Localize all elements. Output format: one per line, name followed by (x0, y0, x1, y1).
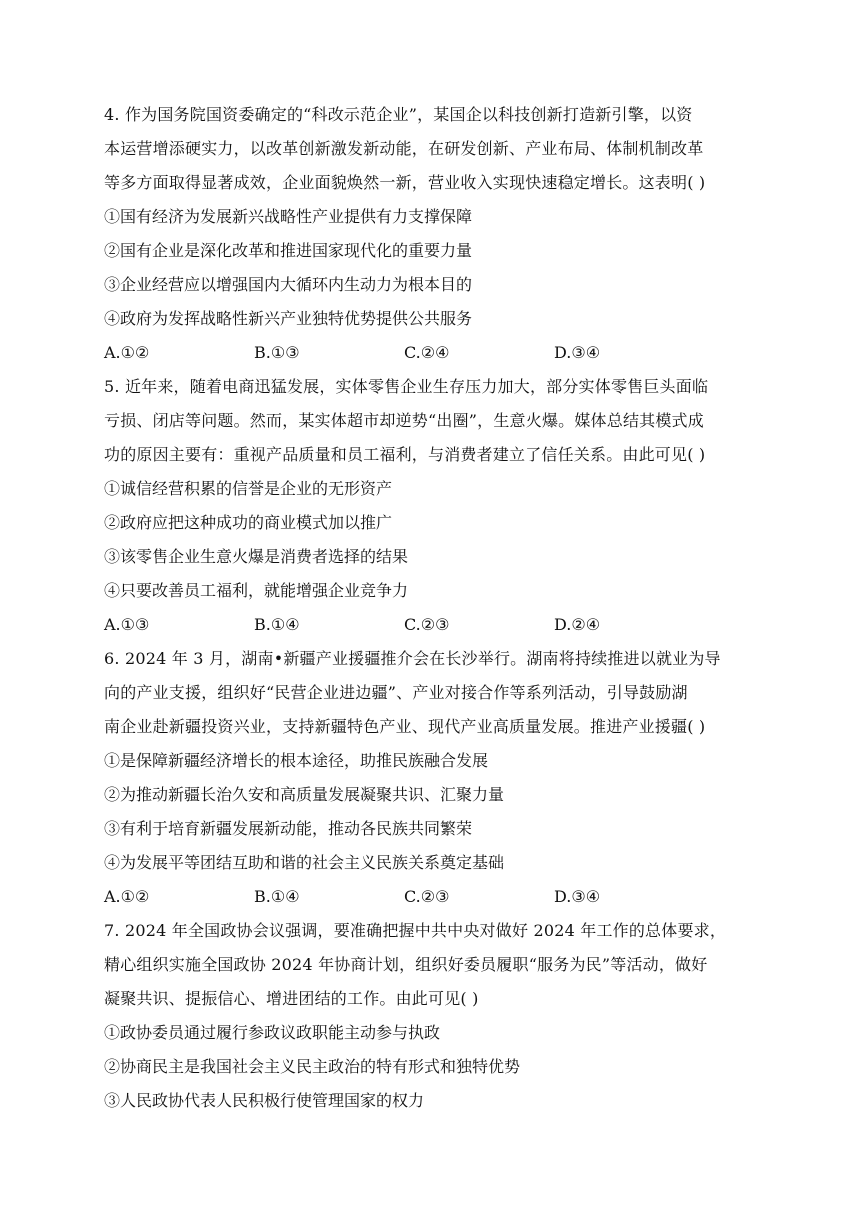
statement-item: ①政协委员通过履行参政议政职能主动参与执政 (104, 1023, 441, 1042)
question-stem-line: 等多方面取得显著成效，企业面貌焕然一新，营业收入实现快速稳定增长。这表明( ) (104, 173, 706, 192)
question-stem-line: 精心组织实施全国政协 2024 年协商计划，组织好委员履职“服务为民”等活动，做好 (104, 955, 708, 974)
question-stem-line: 功的原因主要有：重视产品质量和员工福利，与消费者建立了信任关系。由此可见( ) (104, 445, 706, 464)
answer-options (104, 336, 756, 370)
option-c: C.②③ (404, 615, 450, 634)
option-b: B.①③ (254, 343, 300, 362)
question-stem-line: 7. 2024 年全国政协会议强调，要准确把握中共中央对做好 2024 年工作的总体要求， (104, 921, 727, 940)
answer-options (104, 880, 756, 914)
statement-item: ④为发展平等团结互助和谐的社会主义民族关系奠定基础 (104, 853, 505, 872)
statement-item: ②协商民主是我国社会主义民主政治的特有形式和独特优势 (104, 1057, 521, 1076)
option-d: D.②④ (554, 615, 601, 634)
statement-item: ①是保障新疆经济增长的根本途径，助推民族融合发展 (104, 751, 489, 770)
statement-item: ②政府应把这种成功的商业模式加以推广 (104, 513, 393, 532)
statement-item: ③有利于培育新疆发展新动能，推动各民族共同繁荣 (104, 819, 473, 838)
option-d: D.③④ (554, 343, 601, 362)
statement-item: ④政府为发挥战略性新兴产业独特优势提供公共服务 (104, 309, 473, 328)
question-stem-line: 凝聚共识、提振信心、增进团结的工作。由此可见( ) (104, 989, 479, 1008)
option-b: B.①④ (254, 887, 300, 906)
question-7 (104, 914, 756, 1118)
question-stem-line: 5. 近年来，随着电商迅猛发展，实体零售企业生存压力加大，部分实体零售巨头面临 (104, 377, 709, 396)
answer-options (104, 608, 756, 642)
exam-page (104, 98, 756, 1118)
question-stem-line: 亏损、闭店等问题。然而，某实体超市却逆势“出圈”，生意火爆。媒体总结其模式成 (104, 411, 704, 430)
question-stem-line: 6. 2024 年 3 月，湖南•新疆产业援疆推介会在长沙举行。湖南将持续推进以就业为导 (104, 649, 721, 668)
question-stem-line: 4. 作为国务院国资委确定的“科改示范企业”，某国企以科技创新打造新引擎，以资 (104, 105, 693, 124)
option-c: C.②④ (404, 343, 450, 362)
statement-item: ③企业经营应以增强国内大循环内生动力为根本目的 (104, 275, 473, 294)
option-c: C.②③ (404, 887, 450, 906)
question-stem-line: 本运营增添硬实力，以改革创新激发新动能，在研发创新、产业布局、体制机制改革 (104, 139, 704, 158)
option-a: A.①② (104, 343, 150, 362)
question-stem-line: 南企业赴新疆投资兴业，支持新疆特色产业、现代产业高质量发展。推进产业援疆( ) (104, 717, 706, 736)
statement-item: ③该零售企业生意火爆是消费者选择的结果 (104, 547, 409, 566)
option-d: D.③④ (554, 887, 601, 906)
option-a: A.①③ (104, 615, 150, 634)
question-5 (104, 370, 756, 642)
question-4 (104, 98, 756, 370)
statement-item: ④只要改善员工福利，就能增强企业竞争力 (104, 581, 409, 600)
statement-item: ①国有经济为发展新兴战略性产业提供有力支撑保障 (104, 207, 473, 226)
question-stem-line: 向的产业支援，组织好“民营企业进边疆”、产业对接合作等系列活动，引导鼓励湖 (104, 683, 688, 702)
statement-item: ③人民政协代表人民积极行使管理国家的权力 (104, 1091, 425, 1110)
statement-item: ②国有企业是深化改革和推进国家现代化的重要力量 (104, 241, 473, 260)
option-a: A.①② (104, 887, 150, 906)
question-6 (104, 642, 756, 914)
option-b: B.①④ (254, 615, 300, 634)
statement-item: ②为推动新疆长治久安和高质量发展凝聚共识、汇聚力量 (104, 785, 505, 804)
statement-item: ①诚信经营积累的信誉是企业的无形资产 (104, 479, 393, 498)
